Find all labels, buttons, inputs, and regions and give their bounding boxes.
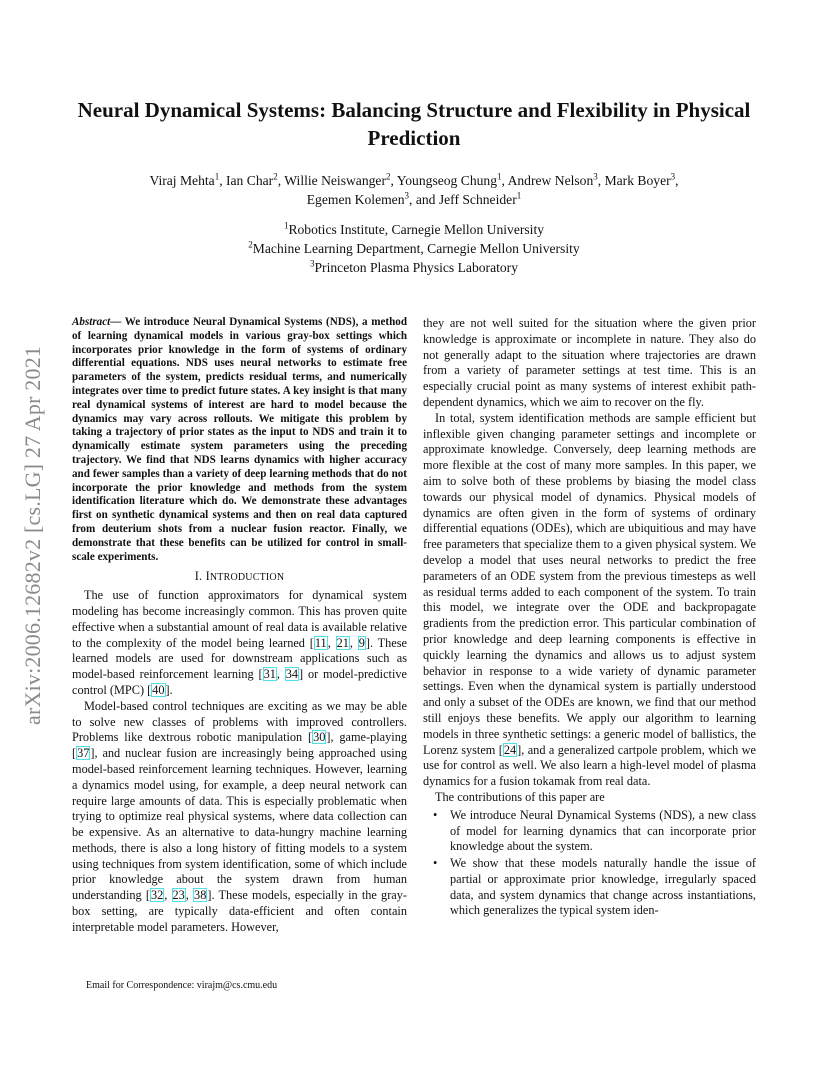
citation-link[interactable]: 31	[263, 667, 276, 682]
citation-link[interactable]: 24	[503, 742, 517, 757]
arxiv-identifier-stamp[interactable]: arXiv:2006.12682v2 [cs.LG] 27 Apr 2021	[20, 345, 45, 725]
correspondence-footnote: Email for Correspondence: virajm@cs.cmu.edu	[86, 980, 278, 991]
affiliation-list	[90, 220, 738, 277]
contributions-intro: The contributions of this paper are	[435, 789, 605, 804]
citation-link[interactable]: 11	[314, 635, 327, 650]
citation-link[interactable]: 9	[358, 635, 365, 650]
citation-link[interactable]: 21	[336, 635, 349, 650]
paper-title: Neural Dynamical Systems: Balancing Structure and Flexibility in Physical Prediction	[77, 98, 751, 150]
author-list	[90, 171, 738, 209]
bullet-icon: •	[433, 856, 438, 871]
author: Viraj Mehta$^1$,	[149, 171, 226, 188]
affiliation: $^2$Machine Learning Department, Carnegie Mellon University	[248, 239, 580, 256]
abstract-label: Abstract	[72, 316, 111, 328]
affiliation-marker: 2	[273, 171, 278, 182]
author: Ian Char$^2$,	[226, 171, 285, 188]
right-column	[423, 316, 756, 920]
citation-link[interactable]: 38	[194, 888, 207, 903]
contributions-list	[423, 808, 756, 920]
affiliation-marker: 3	[670, 171, 676, 182]
abstract: Abstract— We introduce Neural Dynamical Systems (NDS), a method of learning dynamical models in various gray-box settings which incorporates prior knowledge in the form of systems of ordinary differential equations. NDS uses neural networks to estimate free parameters of the system, predicts residual terms, and numerically integrates over time to predict future states. A key insight is that many real dynamical systems of interest are hard to model because the dynamics may vary across rollouts. We mitigate this problem by taking a trajectory of prior states as the input to NDS and train it to dynamically estimate system parameters using the preceding trajectory. We find that NDS learns dynamics with higher accuracy and fewer samples than a variety of deep learning methods that do not incorporate the prior knowledge and methods from the system identification literature which do. We demonstrate these advantages first on synthetic dynamical systems and then on real data captured from deuterium shots from a nuclear fusion reactor. Finally, we demonstrate that these benefits can be utilized for control in small-scale experiments.	[72, 316, 407, 563]
affiliation: $^1$Robotics Institute, Carnegie Mellon University	[283, 220, 545, 237]
citation-link[interactable]: 23	[172, 888, 185, 903]
author: Willie Neiswanger$^2$,	[284, 171, 397, 188]
citation-link[interactable]: 30	[313, 730, 326, 745]
author: Youngseog Chung$^1$,	[396, 171, 508, 188]
affiliation-marker: 1	[497, 171, 502, 182]
intro-paragraph-2: Model-based control techniques are exciting as we may be able to solve new classes of problems with improved controllers. Problems like dextrous robotic manipulation [30], game-playing [37], and nuclear fusion are increasingly being approached using model-based reinforcement learning techniques. However, learning a dynamics model using, for example, a deep neural network can require large amounts of data. This is especially problematic when trying to optimize real physical systems, where data collection can be expensive. As an alternative to data-hungry machine learning methods, there is also a long history of fitting models to a system using techniques from system identification, some of which include prior knowledge about the system drawn from human understanding [32, 23, 38]. These models, especially in the gray-box setting, are typically data-efficient and often contain interpretable model parameters. However,	[72, 698, 407, 934]
author: Mark Boyer$^3$,	[604, 171, 679, 188]
author: Egemen Kolemen$^3$, and	[306, 190, 439, 207]
author: Jeff Schneider$^1$	[438, 190, 522, 207]
author: Andrew Nelson$^3$,	[507, 171, 605, 188]
list-item: • We show that these models naturally handle the issue of partial or approximate prior knowledge, irregularly spaced data, and system dynamics that change across instantiations, which generalizes the typical system iden-	[433, 856, 756, 918]
citation-link[interactable]: 37	[77, 746, 90, 761]
affiliation-marker: 1	[516, 190, 522, 201]
intro-paragraph-4: In total, system identification methods are sample efficient but inflexible given changing parameter settings and incomplete or approximate knowledge. Conversely, deep learning methods are more flexible at the cost of many more samples. In this paper, we aim to solve both of these problems by biasing the model class towards our physical model of dynamics. Physical models of dynamics are often given in the form of systems of ordinary differential equations (ODEs), which are ubiquitious and may have free parameters that specialize them to a given physical system. We develop a model that uses neural networks to predict the free parameters of an ODE system from the previous timesteps as well as residual terms added to each component of the system. To train this model, we integrate over the ODE and backpropagate gradients from the prediction error. This particular combination of prior knowledge and deep learning components is effective in quickly learning the dynamics and allows us to adjust system behavior in response to a wide variety of dynamic parameter settings. Even when the dynamical system is partially understood and only a subset of the ODEs are known, we find that our method still enjoys these benefits. We apply our algorithm to learning models in three synthetic settings: a generic model of ballistics, the Lorenz system [24], and a generalized cartpole problem, which we use for control as well. We also learn a high-level model of plasma dynamics for a fusion tokamak from real data.	[423, 410, 756, 789]
section-heading-introduction: I. INTRODUCTION	[194, 569, 285, 584]
affiliation-marker: 2	[386, 171, 391, 182]
affiliation: $^3$Princeton Plasma Physics Laboratory	[310, 258, 518, 275]
bullet-icon: •	[433, 807, 438, 822]
affiliation-marker: 3	[593, 171, 598, 182]
intro-paragraph-3: they are not well suited for the situation where the given prior knowledge is approximate or incomplete in nature. They also do not generally adapt to the situation where trajectories are drawn from a variety of parameter settings at test time. This is an especially crucial point as many systems of interest exhibit path-dependent dynamics, which we aim to recover on the fly.	[423, 316, 756, 409]
affiliation-marker: 3	[404, 190, 410, 201]
intro-paragraph-1: The use of function approximators for dynamical system modeling has become increasingly common. This has proven quite effective when a substantial amount of real data is available relative to the complexity of the model being learned [11, 21, 9]. These learned models are used for downstream applications such as model-based reinforcement learning [31, 34] or model-predictive control (MPC) [40].	[72, 588, 407, 697]
left-column	[72, 316, 407, 936]
affiliation-marker: 1	[214, 171, 220, 182]
abstract-text: We introduce Neural Dynamical Systems (NDS), a method of learning dynamical models in various gray-box settings which incorporates prior knowledge in the form of systems of ordinary differential equations. NDS uses neural networks to estimate free parameters of the system, predicts residual terms, and numerically integrates over time to predict future states. A key insight is that many real dynamical systems of interest are hard to model because the dynamics may vary across rollouts. We mitigate this problem by taking a trajectory of prior states as the input to NDS and train it to dynamically estimate system parameters using the preceding trajectory. We find that NDS learns dynamics with higher accuracy and fewer samples than a variety of deep learning methods that do not incorporate the prior knowledge and methods from the system identification literature which do. We demonstrate these advantages first on synthetic dynamical systems and then on real data captured from deuterium shots from a nuclear fusion reactor. Finally, we demonstrate that these benefits can be utilized for control in small-scale experiments.	[72, 316, 407, 563]
citation-link[interactable]: 40	[152, 682, 165, 697]
list-item: • We introduce Neural Dynamical Systems (NDS), a new class of model for learning dynamics that can incorporate prior knowledge about the system.	[433, 807, 756, 854]
citation-link[interactable]: 32	[150, 888, 164, 903]
citation-link[interactable]: 34	[285, 667, 299, 682]
